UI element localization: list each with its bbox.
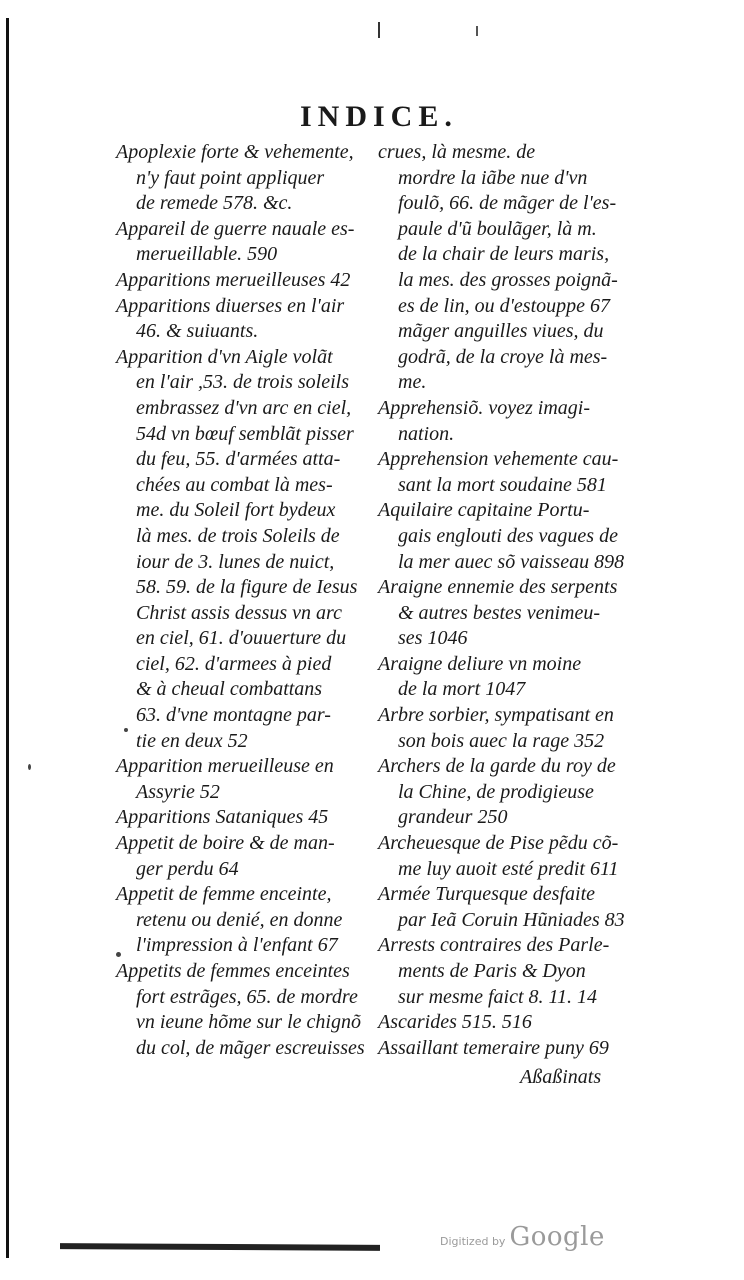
- entry-line: vn ieune hõme sur le chignõ: [136, 1011, 361, 1034]
- entry-line: la mer auec sõ vaisseau 898: [398, 550, 625, 573]
- entry-line: chées au combat là mes-: [136, 473, 333, 496]
- right-index-entry: [378, 882, 628, 933]
- entry-line: Aquilaire capitaine Portu-: [378, 499, 590, 522]
- entry-line: me luy auoit esté predit 611: [398, 857, 619, 880]
- entry-line: Ascarides 515. 516: [378, 1011, 532, 1034]
- entry-line: Araigne deliure vn moine: [378, 652, 582, 675]
- entry-line: mordre la iãbe nue d'vn: [398, 166, 588, 189]
- entry-line: n'y faut point appliquer: [136, 166, 325, 189]
- entry-line: crues, là mesme. de: [378, 141, 536, 163]
- watermark-prefix: Digitized by: [440, 1235, 506, 1248]
- entry-line: Apparitions merueilleuses 42: [116, 268, 351, 291]
- entry-line: de remede 578. &c.: [136, 192, 293, 215]
- entry-line: 46. & suiuants.: [136, 320, 259, 343]
- entry-line: en l'air ,53. de trois soleils: [136, 371, 349, 394]
- top-mark: [378, 22, 380, 38]
- catchword: Aßaßinats: [520, 1066, 602, 1088]
- entry-line: par Ieã Coruin Hũniades 83: [398, 908, 625, 931]
- entry-line: Araigne ennemie des serpents: [378, 576, 618, 599]
- entry-line: Archeuesque de Pise pẽdu cõ-: [378, 832, 619, 855]
- entry-line: Appetit de femme enceinte,: [116, 883, 332, 906]
- entry-line: Assaillant temeraire puny 69: [378, 1036, 609, 1059]
- ink-spot: [124, 728, 128, 732]
- entry-line: 63. d'vne montagne par-: [136, 704, 331, 727]
- right-index-entry: [378, 1036, 628, 1062]
- entry-line: la Chine, de prodigieuse: [398, 780, 594, 803]
- entry-line: embrassez d'vn arc en ciel,: [136, 396, 352, 419]
- entry-line: me. du Soleil fort bydeux: [136, 499, 336, 522]
- entry-line: paule d'ũ boulãger, là m.: [398, 217, 597, 240]
- right-index-entry: [378, 498, 628, 575]
- entry-line: de la mort 1047: [398, 678, 526, 701]
- left-index-entry: [116, 959, 366, 1061]
- entry-line: merueillable. 590: [136, 243, 278, 266]
- entry-line: Apoplexie forte & vehemente,: [116, 141, 354, 163]
- ink-spot: [28, 764, 31, 770]
- entry-line: iour de 3. lunes de nuict,: [136, 550, 335, 573]
- page-left-edge: [6, 18, 9, 1258]
- entry-line: du col, de mãger escreuisses: [136, 1036, 365, 1059]
- right-index-entry: [378, 754, 628, 831]
- entry-line: ciel, 62. d'armees à pied: [136, 652, 332, 675]
- right-index-entry: [378, 396, 628, 447]
- left-index-entry: [116, 217, 366, 268]
- left-index-entry: [116, 294, 366, 345]
- left-column: [116, 140, 366, 1061]
- right-column: [378, 140, 628, 1061]
- entry-line: Armée Turquesque desfaite: [378, 883, 596, 906]
- left-index-entry: [116, 754, 366, 805]
- entry-line: Assyrie 52: [136, 780, 220, 803]
- entry-line: en ciel, 61. d'ouuerture du: [136, 627, 347, 650]
- entry-line: du feu, 55. d'armées atta-: [136, 448, 341, 471]
- left-index-entry: [116, 882, 366, 959]
- right-index-entry: [378, 447, 628, 498]
- left-index-entry: [116, 831, 366, 882]
- right-index-entry: [378, 933, 628, 1010]
- entry-line: nation.: [398, 422, 455, 445]
- entry-line: Apparitions diuerses en l'air: [116, 294, 345, 317]
- entry-line: fort estrãges, 65. de mordre: [136, 985, 358, 1008]
- entry-line: Appetit de boire & de man-: [116, 832, 335, 855]
- entry-line: Archers de la garde du roy de: [378, 755, 616, 778]
- left-index-entry: [116, 140, 366, 217]
- entry-line: Apparition d'vn Aigle volãt: [116, 345, 333, 368]
- entry-line: 58. 59. de la figure de Iesus: [136, 576, 358, 599]
- entry-line: Appareil de guerre nauale es-: [116, 217, 355, 240]
- entry-line: mãger anguilles viues, du: [398, 320, 604, 343]
- entry-line: Arbre sorbier, sympatisant en: [378, 704, 614, 727]
- entry-line: ger perdu 64: [136, 857, 239, 880]
- entry-line: 54d vn bœuf semblãt pisser: [136, 422, 354, 445]
- entry-line: grandeur 250: [398, 806, 508, 829]
- right-index-entry: [378, 831, 628, 882]
- entry-line: ses 1046: [398, 627, 468, 650]
- watermark: [440, 1222, 605, 1252]
- right-index-entry: [378, 1010, 628, 1036]
- entry-line: Appetits de femmes enceintes: [116, 960, 350, 982]
- entry-line: Christ assis dessus vn arc: [136, 601, 342, 624]
- entry-line: ments de Paris & Dyon: [398, 960, 586, 982]
- entry-line: son bois auec la rage 352: [398, 729, 605, 752]
- entry-line: Arrests contraires des Parle-: [378, 934, 610, 957]
- right-index-entry: [378, 703, 628, 754]
- entry-line: & autres bestes venimeu-: [398, 601, 600, 624]
- page-header: INDICE.: [300, 100, 458, 133]
- entry-line: sant la mort soudaine 581: [398, 473, 607, 496]
- left-index-entry: [116, 268, 366, 294]
- left-index-entry: [116, 805, 366, 831]
- entry-line: là mes. de trois Soleils de: [136, 524, 340, 547]
- entry-line: l'impression à l'enfant 67: [136, 934, 338, 957]
- right-index-entry: [378, 575, 628, 652]
- right-index-entry: [378, 652, 628, 703]
- entry-line: foulõ, 66. de mãger de l'es-: [398, 192, 617, 215]
- entry-line: la mes. des grosses poignã-: [398, 268, 618, 291]
- page-bottom-edge: [60, 1243, 380, 1251]
- entry-line: me.: [398, 371, 427, 394]
- left-index-entry: [116, 345, 366, 755]
- entry-line: es de lin, ou d'estouppe 67: [398, 294, 611, 317]
- entry-line: gais englouti des vagues de: [398, 524, 618, 547]
- ink-spot: [116, 952, 121, 957]
- entry-line: & à cheual combattans: [136, 678, 323, 701]
- entry-line: Apparitions Sataniques 45: [116, 806, 329, 829]
- entry-line: Apprehension vehemente cau-: [378, 448, 619, 471]
- entry-line: retenu ou denié, en donne: [136, 908, 343, 931]
- entry-line: godrã, de la croye là mes-: [398, 345, 608, 368]
- entry-line: de la chair de leurs maris,: [398, 243, 610, 266]
- entry-line: Apprehensiõ. voyez imagi-: [378, 396, 590, 419]
- entry-line: tie en deux 52: [136, 729, 248, 752]
- right-index-entry: [378, 140, 628, 396]
- top-mark-2: [476, 26, 478, 36]
- entry-line: sur mesme faict 8. 11. 14: [398, 985, 598, 1008]
- google-logo: Google: [509, 1222, 605, 1252]
- entry-line: Apparition merueilleuse en: [116, 755, 334, 778]
